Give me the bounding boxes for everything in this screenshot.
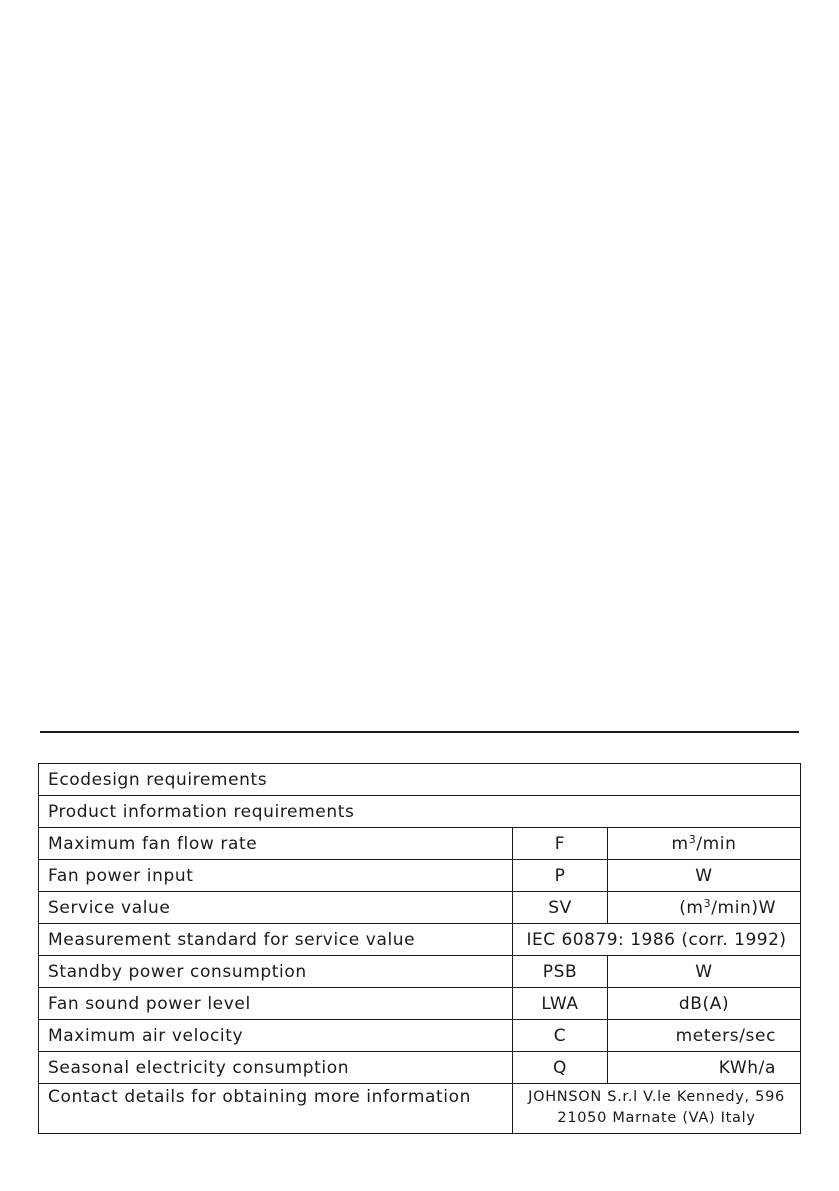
row-value: IEC 60879: 1986 (corr. 1992) [513, 924, 801, 956]
table-row [39, 988, 801, 1020]
row-unit: dB(A) [608, 988, 801, 1020]
horizontal-rule [40, 731, 799, 733]
unit-part: /min [696, 833, 737, 854]
table-row [39, 1084, 801, 1134]
heading-ecodesign: Ecodesign requirements [39, 764, 801, 796]
contact-address [513, 1084, 801, 1134]
table-row [39, 1052, 801, 1084]
row-label: Fan power input [39, 860, 513, 892]
row-label: Seasonal electricity consumption [39, 1052, 513, 1084]
address-line: JOHNSON S.r.l V.le Kennedy, 596 [528, 1089, 785, 1105]
table-row [39, 924, 801, 956]
row-label: Maximum air velocity [39, 1020, 513, 1052]
row-symbol: Q [513, 1052, 608, 1084]
row-label: Contact details for obtaining more information [39, 1084, 513, 1134]
unit-superscript: 3 [688, 832, 697, 846]
unit-part: /min)W [711, 897, 777, 918]
table-row [39, 860, 801, 892]
row-symbol: C [513, 1020, 608, 1052]
row-label: Service value [39, 892, 513, 924]
row-label: Measurement standard for service value [39, 924, 513, 956]
row-label: Maximum fan flow rate [39, 828, 513, 860]
row-symbol: LWA [513, 988, 608, 1020]
ecodesign-table [38, 763, 801, 1134]
row-unit [608, 828, 801, 860]
heading-product-info: Product information requirements [39, 796, 801, 828]
row-symbol: P [513, 860, 608, 892]
row-unit: W [608, 860, 801, 892]
row-unit: meters/sec [608, 1020, 801, 1052]
table-row [39, 892, 801, 924]
row-symbol: PSB [513, 956, 608, 988]
table-row [39, 796, 801, 828]
row-symbol: SV [513, 892, 608, 924]
row-unit: W [608, 956, 801, 988]
unit-superscript: 3 [703, 896, 712, 910]
table-row [39, 828, 801, 860]
table-row [39, 764, 801, 796]
table-row [39, 1020, 801, 1052]
row-symbol: F [513, 828, 608, 860]
address-line: 21050 Marnate (VA) Italy [557, 1110, 756, 1126]
table-row [39, 956, 801, 988]
unit-part: (m [679, 897, 704, 918]
row-unit: KWh/a [608, 1052, 801, 1084]
row-label: Fan sound power level [39, 988, 513, 1020]
unit-part: m [671, 833, 689, 854]
row-unit [608, 892, 801, 924]
row-label: Standby power consumption [39, 956, 513, 988]
